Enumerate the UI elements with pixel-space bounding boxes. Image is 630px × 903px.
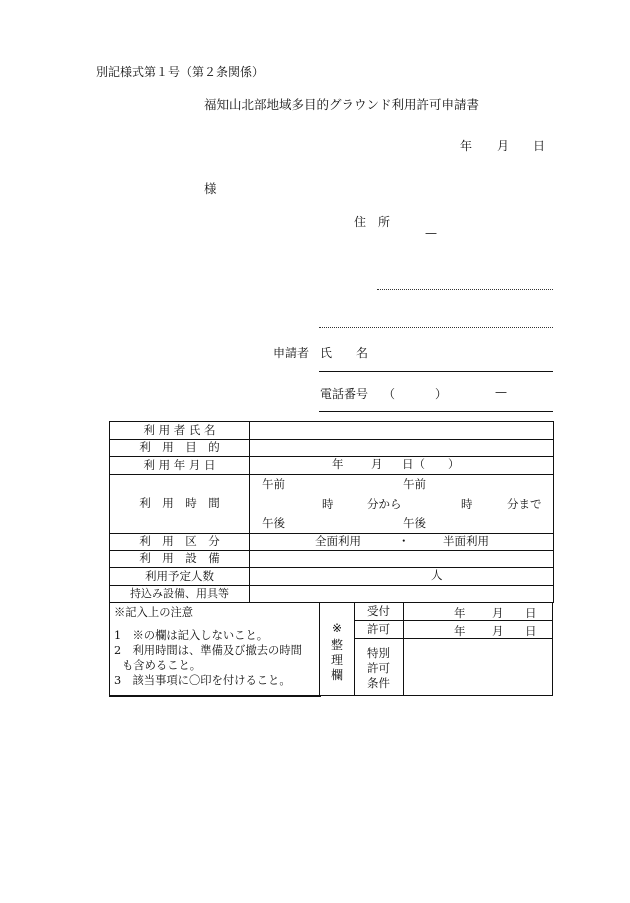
special-conditions-row[interactable] xyxy=(354,639,552,695)
permitted-day: 日 xyxy=(525,624,537,638)
received-day: 日 xyxy=(525,606,537,620)
brought-items-field[interactable] xyxy=(250,586,554,603)
category-full-use[interactable]: 全面利用 xyxy=(315,534,361,548)
note-2a: 2 利用時間は、準備及び撤去の時間 xyxy=(114,644,302,657)
address-line-2[interactable] xyxy=(319,327,553,328)
equipment-field[interactable] xyxy=(250,551,554,568)
special-line-2: 許可 xyxy=(367,661,390,675)
row-brought-items xyxy=(110,586,554,603)
address-label: 住 所 xyxy=(354,215,391,229)
special-conditions-label xyxy=(354,639,404,695)
time-end-to: 分まで xyxy=(507,497,542,511)
notes-cell xyxy=(110,603,321,697)
notes-header: ※記入上の注意 xyxy=(114,606,194,619)
time-start-from: 分から xyxy=(367,497,402,511)
date-label: 利 用 年 月 日 xyxy=(110,457,250,475)
note-2b: も含めること。 xyxy=(122,659,202,672)
row-planned-people xyxy=(110,568,554,586)
postal-dash: — xyxy=(425,226,437,240)
people-unit: 人 xyxy=(431,568,443,582)
row-time xyxy=(110,475,554,534)
row-user-name xyxy=(110,422,554,440)
admin-section xyxy=(319,602,553,696)
date-day-weekday: 日（ ） xyxy=(402,457,460,471)
phone-open-paren: （ xyxy=(383,387,396,401)
time-label: 利 用 時 間 xyxy=(110,475,250,534)
admin-column-label xyxy=(320,603,355,695)
phone-label: 電話番号 xyxy=(320,387,369,401)
phone-close-paren: ） xyxy=(435,387,448,401)
permitted-year: 年 xyxy=(454,624,466,638)
user-name-field[interactable] xyxy=(250,422,554,440)
admin-char-2: 理 xyxy=(330,653,343,667)
special-line-3: 条件 xyxy=(367,676,390,690)
category-field[interactable] xyxy=(250,534,554,551)
admin-char-1: 整 xyxy=(330,638,343,652)
row-category xyxy=(110,534,554,551)
equipment-label: 利 用 設 備 xyxy=(110,551,250,568)
note-1: 1 ※の欄は記入しないこと。 xyxy=(114,629,269,642)
time-end-am: 午前 xyxy=(403,477,426,491)
admin-char-3: 欄 xyxy=(330,668,343,682)
received-month: 月 xyxy=(492,606,504,620)
time-start-pm: 午後 xyxy=(262,516,285,530)
purpose-label: 利 用 目 的 xyxy=(110,440,250,457)
time-end-pm: 午後 xyxy=(403,516,426,530)
date-year: 年 xyxy=(332,457,344,471)
permitted-label: 許可 xyxy=(354,621,404,638)
form-number: 別記様式第１号（第２条関係） xyxy=(96,65,265,79)
category-half-use[interactable]: 半面利用 xyxy=(443,534,489,548)
special-line-1: 特別 xyxy=(367,646,390,660)
time-field[interactable] xyxy=(250,475,554,534)
planned-people-field[interactable] xyxy=(250,568,554,586)
row-date xyxy=(110,457,554,475)
received-label: 受付 xyxy=(354,603,404,620)
user-name-label: 利 用 者 氏 名 xyxy=(110,422,250,440)
permitted-row[interactable] xyxy=(354,621,552,639)
note-3: 3 該当事項に〇印を付けること。 xyxy=(114,674,291,687)
category-dot: ・ xyxy=(398,534,410,548)
row-purpose xyxy=(110,440,554,457)
category-label: 利 用 区 分 xyxy=(110,534,250,551)
date-day-label: 日 xyxy=(533,139,546,153)
date-field[interactable] xyxy=(250,457,554,475)
permitted-month: 月 xyxy=(492,624,504,638)
address-line-1[interactable] xyxy=(377,289,553,290)
phone-line[interactable] xyxy=(319,411,553,412)
date-year-label: 年 xyxy=(460,139,473,153)
applicant-label: 申請者 xyxy=(273,346,310,360)
time-end-hour: 時 xyxy=(461,497,473,511)
date-month: 月 xyxy=(371,457,383,471)
form-title: 福知山北部地域多目的グラウンド利用許可申請書 xyxy=(204,97,480,112)
date-month-label: 月 xyxy=(497,139,510,153)
time-start-am: 午前 xyxy=(262,477,285,491)
name-line[interactable] xyxy=(319,371,553,372)
phone-dash: — xyxy=(495,385,507,399)
planned-people-label: 利用予定人数 xyxy=(110,568,250,586)
received-row[interactable] xyxy=(354,603,552,621)
time-start-hour: 時 xyxy=(322,497,334,511)
received-year: 年 xyxy=(454,606,466,620)
addressee-suffix: 様 xyxy=(204,181,217,196)
admin-mark: ※ xyxy=(331,621,343,635)
brought-items-label: 持込み設備、用具等 xyxy=(110,586,250,603)
name-label: 氏 名 xyxy=(320,346,369,360)
row-equipment xyxy=(110,551,554,568)
purpose-field[interactable] xyxy=(250,440,554,457)
